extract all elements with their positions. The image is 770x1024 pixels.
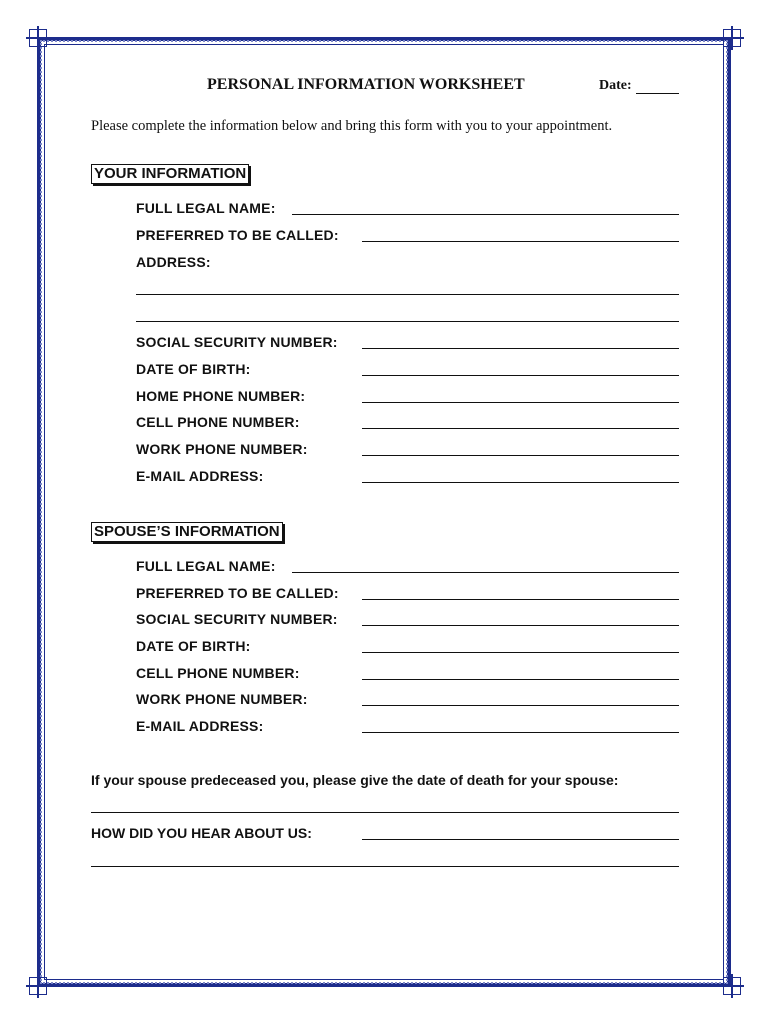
spouse-email-label: E-MAIL ADDRESS: xyxy=(136,718,264,734)
spouse-cell-phone-label: CELL PHONE NUMBER: xyxy=(136,665,300,681)
spouse-work-phone-label: WORK PHONE NUMBER: xyxy=(136,691,308,707)
address-label: ADDRESS: xyxy=(136,254,211,270)
email-label: E-MAIL ADDRESS: xyxy=(136,468,264,484)
cell-phone-field[interactable] xyxy=(362,428,679,429)
spouse-preferred-name-label: PREFERRED TO BE CALLED: xyxy=(136,585,339,601)
home-phone-field[interactable] xyxy=(362,402,679,403)
email-field[interactable] xyxy=(362,482,679,483)
address-line-2-field[interactable] xyxy=(136,321,679,322)
hear-about-us-extra-field[interactable] xyxy=(91,866,679,867)
corner-ornament-icon xyxy=(723,29,741,47)
intro-text: Please complete the information below and bring this form with you to your appointment. xyxy=(91,118,613,134)
date-field[interactable] xyxy=(636,93,679,94)
address-line-1-field[interactable] xyxy=(136,294,679,295)
spouse-ssn-field[interactable] xyxy=(362,625,679,626)
hear-about-us-label: HOW DID YOU HEAR ABOUT US: xyxy=(91,825,312,841)
spouse-email-field[interactable] xyxy=(362,732,679,733)
home-phone-label: HOME PHONE NUMBER: xyxy=(136,388,306,404)
dob-field[interactable] xyxy=(362,375,679,376)
full-legal-name-label: FULL LEGAL NAME: xyxy=(136,200,276,216)
dob-label: DATE OF BIRTH: xyxy=(136,361,251,377)
spouse-work-phone-field[interactable] xyxy=(362,705,679,706)
work-phone-field[interactable] xyxy=(362,455,679,456)
spouse-cell-phone-field[interactable] xyxy=(362,679,679,680)
preferred-name-label: PREFERRED TO BE CALLED: xyxy=(136,227,339,243)
preferred-name-field[interactable] xyxy=(362,241,679,242)
your-information-heading: YOUR INFORMATION xyxy=(91,164,249,184)
corner-ornament-icon xyxy=(723,977,741,995)
ssn-field[interactable] xyxy=(362,348,679,349)
date-label: Date: xyxy=(599,78,632,93)
corner-ornament-icon xyxy=(29,29,47,47)
work-phone-label: WORK PHONE NUMBER: xyxy=(136,441,308,457)
page-title: PERSONAL INFORMATION WORKSHEET xyxy=(207,76,525,93)
predeceased-question: If your spouse predeceased you, please give the date of death for your spouse: xyxy=(91,772,619,788)
spouse-full-legal-name-field[interactable] xyxy=(292,572,679,573)
spouse-ssn-label: SOCIAL SECURITY NUMBER: xyxy=(136,611,338,627)
hear-about-us-field[interactable] xyxy=(362,839,679,840)
spouse-dob-label: DATE OF BIRTH: xyxy=(136,638,251,654)
corner-ornament-icon xyxy=(29,977,47,995)
spouse-full-legal-name-label: FULL LEGAL NAME: xyxy=(136,558,276,574)
full-legal-name-field[interactable] xyxy=(292,214,679,215)
date-of-death-field[interactable] xyxy=(91,812,679,813)
cell-phone-label: CELL PHONE NUMBER: xyxy=(136,414,300,430)
spouse-information-heading: SPOUSE’S INFORMATION xyxy=(91,522,283,542)
ssn-label: SOCIAL SECURITY NUMBER: xyxy=(136,334,338,350)
spouse-dob-field[interactable] xyxy=(362,652,679,653)
spouse-preferred-name-field[interactable] xyxy=(362,599,679,600)
